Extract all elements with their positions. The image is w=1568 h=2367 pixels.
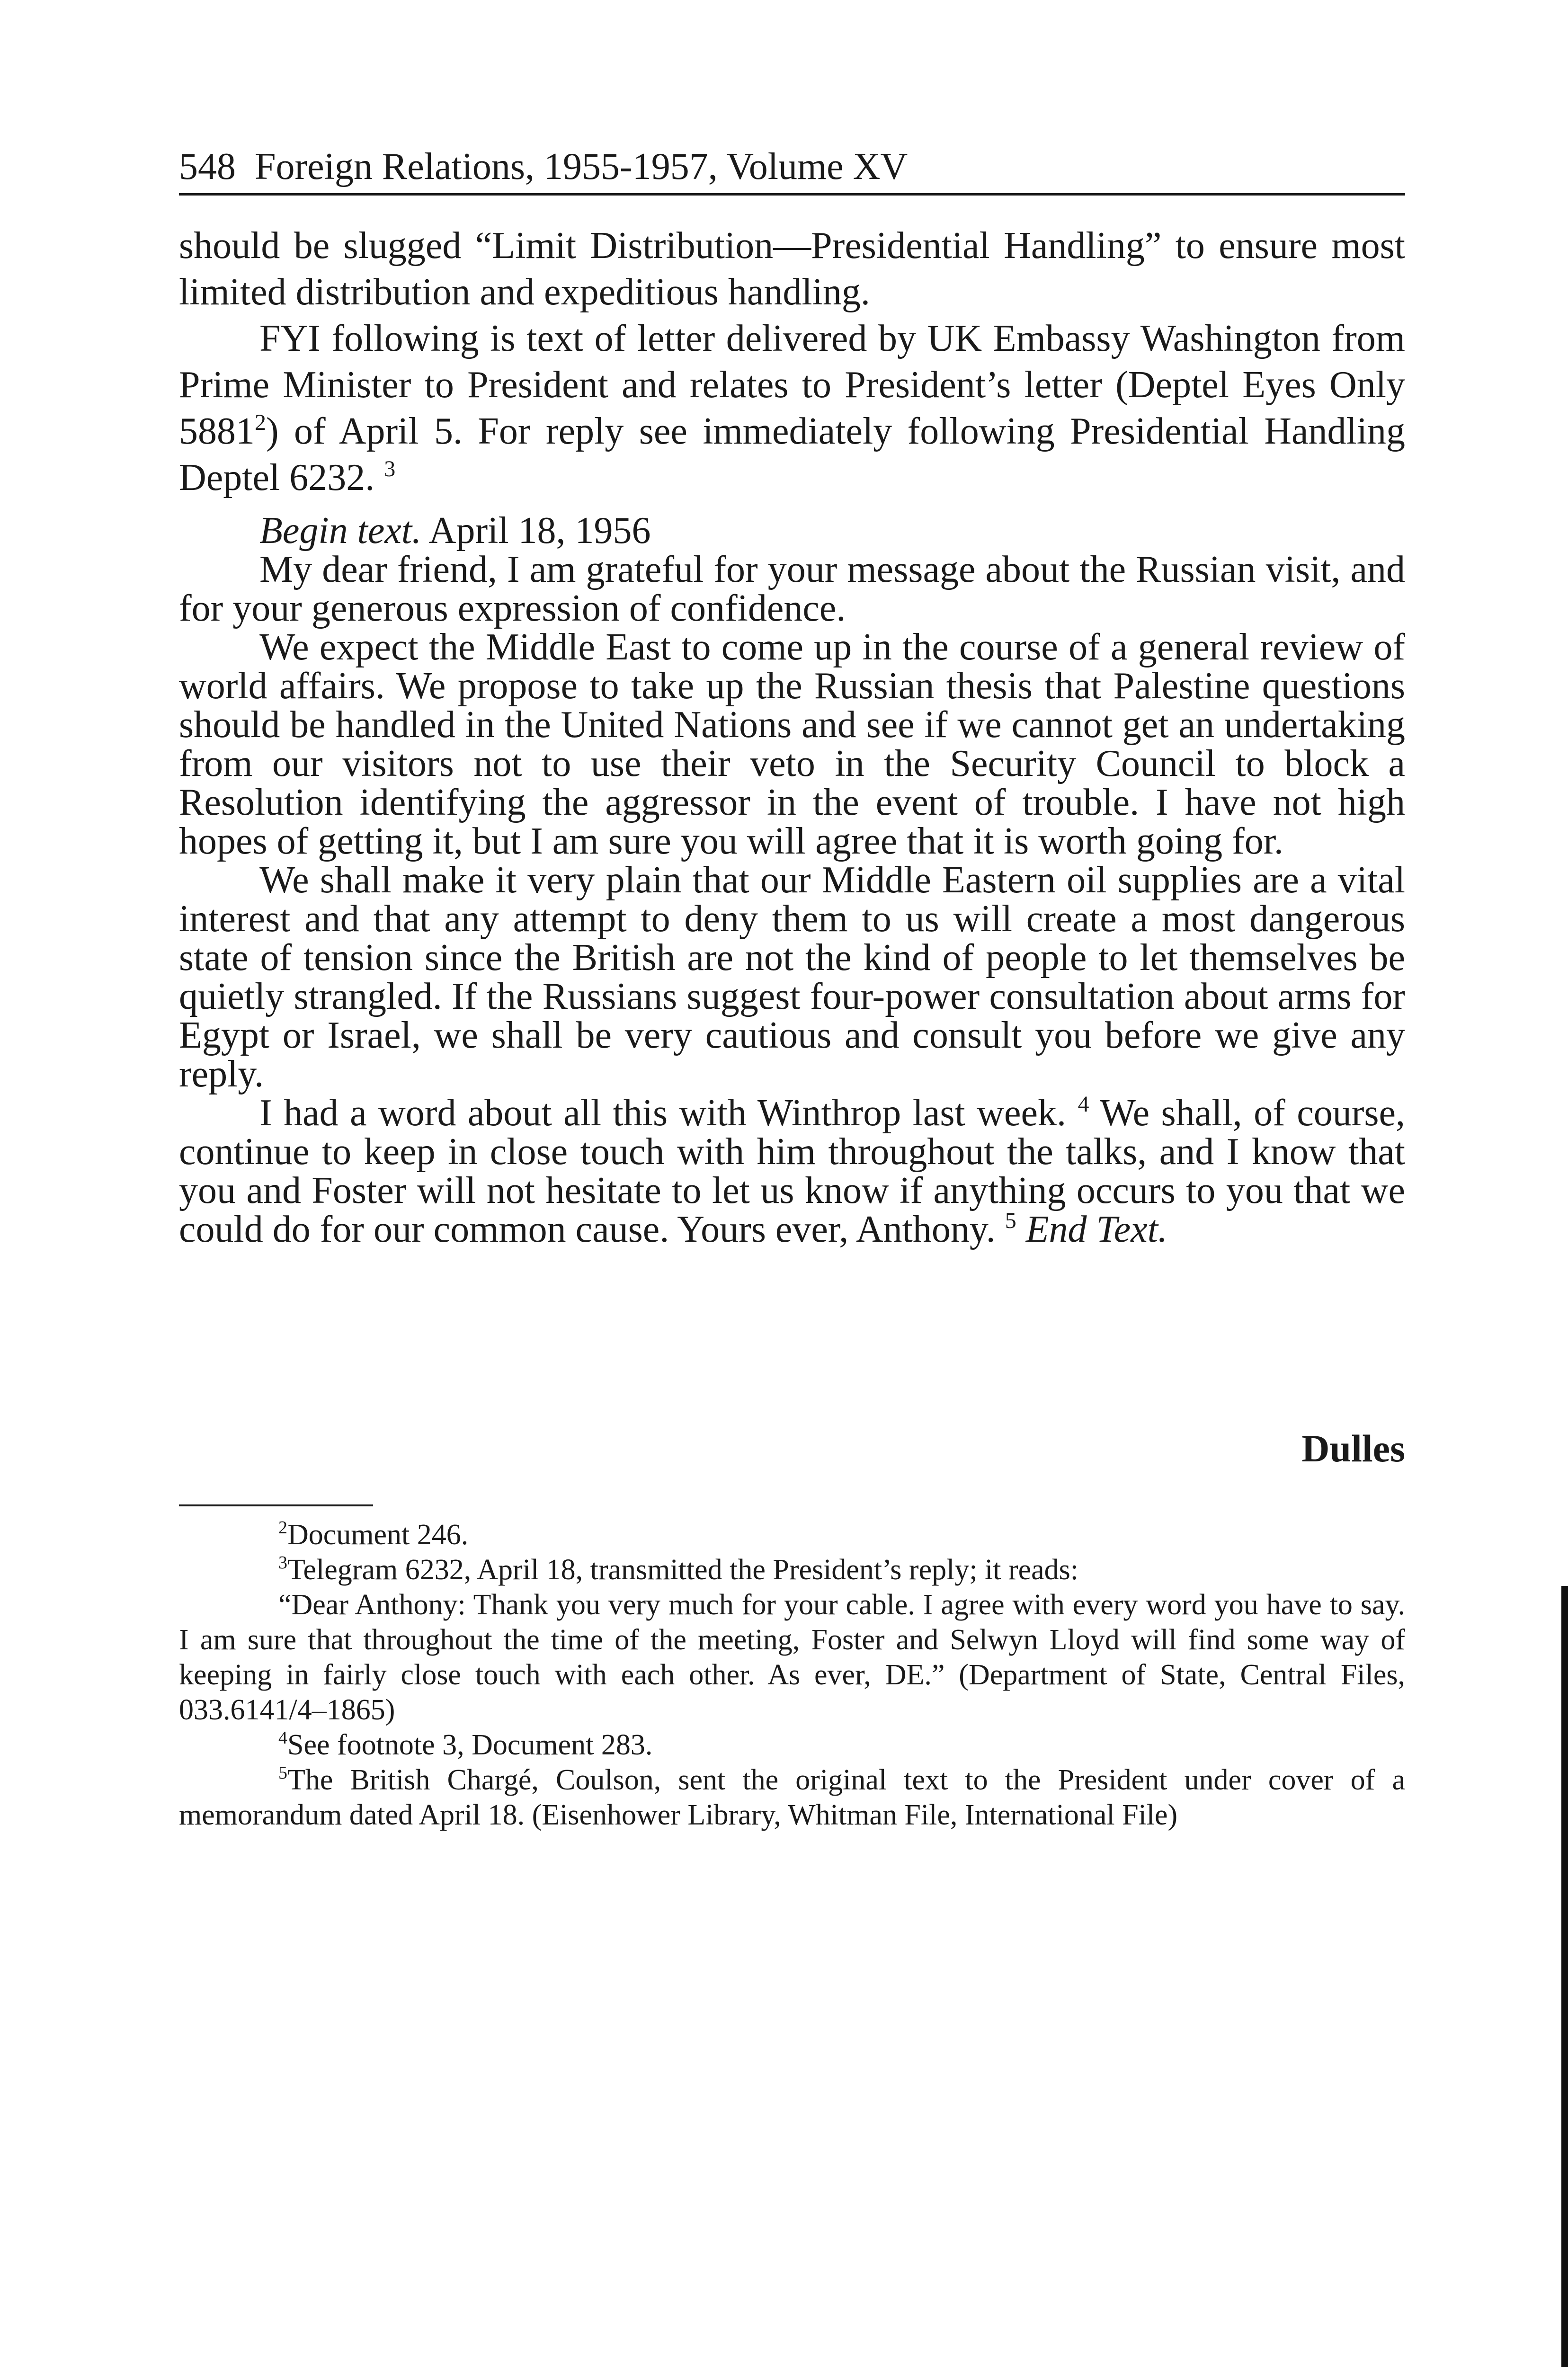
footnote-number: 2 <box>278 1518 287 1538</box>
letter-paragraph-3: We shall make it very plain that our Middle Eastern oil supplies are a vital interest and that any attempt to deny them to us will create a most dangerous state of tension since the British are not the kind of people to let themselves be quietly strangled. If the Russians suggest four-power consultation about arms for Egypt or Israel, we shall be very cautious and consult you before we give any reply. <box>179 859 1405 1095</box>
footnote-text: Document 246. <box>287 1519 469 1551</box>
letter-paragraph-1: My dear friend, I am grateful for your message about the Russian visit, and for your generous expression of confidence. <box>179 549 1405 629</box>
footnote-5 <box>179 1762 1405 1833</box>
paragraph-fyi <box>179 315 1405 501</box>
footnote-text: The British Chargé, Coulson, sent the original text to the President under cover of a memorandum dated April 18. (Eisenhower Library, Whitman File, International File) <box>179 1764 1405 1831</box>
letter-paragraph-4-text-b: We shall, of course, continue to keep in close touch with him throughout the talks, and I know that you and Foster will not hesitate to let us know if anything occurs to you that we could do for our common cause. Yours ever, Anthony. <box>179 1092 1405 1250</box>
footnote-number: 3 <box>278 1553 287 1573</box>
footnote-ref-5: 5 <box>1005 1208 1016 1234</box>
footnote-ref-3: 3 <box>384 456 396 482</box>
letter-date: April 18, 1956 <box>428 510 651 552</box>
letter-text <box>179 511 1405 1249</box>
footnote-text: “Dear Anthony: Thank you very much for your cable. I agree with every word you have to say. I am sure that throughout the time of the meeting, Foster and Selwyn Lloyd will find some way of keeping in fairly close touch with each other. As ever, DE.” (Department of State, Central Files, 033.6141/4–1865) <box>179 1589 1405 1726</box>
footnote-number: 4 <box>278 1728 287 1748</box>
signature: Dulles <box>1301 1427 1405 1470</box>
letter-paragraph-4 <box>179 1094 1405 1249</box>
paragraph-fyi-text-a: FYI following is text of letter delivered by UK Embassy Washington from Prime Minister to President and relates to President’s letter (Deptel Eyes Only 5881 <box>179 318 1405 452</box>
paragraph-fyi-text-b: ) of April 5. For reply see immediately following Presidential Handling Deptel 6232. <box>179 410 1405 498</box>
footnote-2 <box>179 1517 1405 1552</box>
scan-edge-mark <box>1561 1586 1568 2367</box>
footnote-text: Telegram 6232, April 18, transmitted the President’s reply; it reads: <box>287 1554 1079 1586</box>
letter-paragraph-4-text-a: I had a word about all this with Winthrop last week. <box>259 1092 1066 1134</box>
footnote-number: 5 <box>278 1763 287 1783</box>
body-text <box>179 222 1405 1249</box>
page-number: 548 <box>179 146 236 187</box>
footnote-ref-2: 2 <box>255 410 266 436</box>
running-head-title: Foreign Relations, 1955-1957, Volume XV <box>255 146 908 187</box>
footnote-ref-4: 4 <box>1078 1092 1089 1117</box>
footnote-text: See footnote 3, Document 283. <box>287 1729 653 1761</box>
running-head <box>179 143 1405 196</box>
paragraph-continued: should be slugged “Limit Distribution—Presidential Handling” to ensure most limited distribution and expeditious handling. <box>179 225 1405 313</box>
footnote-3 <box>179 1552 1405 1587</box>
end-text-label: End Text. <box>1025 1209 1167 1250</box>
letter-begin-line <box>179 511 1405 550</box>
footnotes <box>179 1517 1405 1833</box>
begin-text-label: Begin text. <box>259 510 422 552</box>
footnote-3-quote <box>179 1587 1405 1727</box>
footnote-divider <box>179 1504 373 1506</box>
footnote-4 <box>179 1727 1405 1762</box>
letter-paragraph-2: We expect the Middle East to come up in the course of a general review of world affairs. We propose to take up the Russian thesis that Palestine questions should be handled in the United Nations and see if we cannot get an undertaking from our visitors not to use their veto in the Security Council to block a Resolution identifying the aggressor in the event of trouble. I have not high hopes of getting it, but I am sure you will agree that it is worth going for. <box>179 626 1405 862</box>
